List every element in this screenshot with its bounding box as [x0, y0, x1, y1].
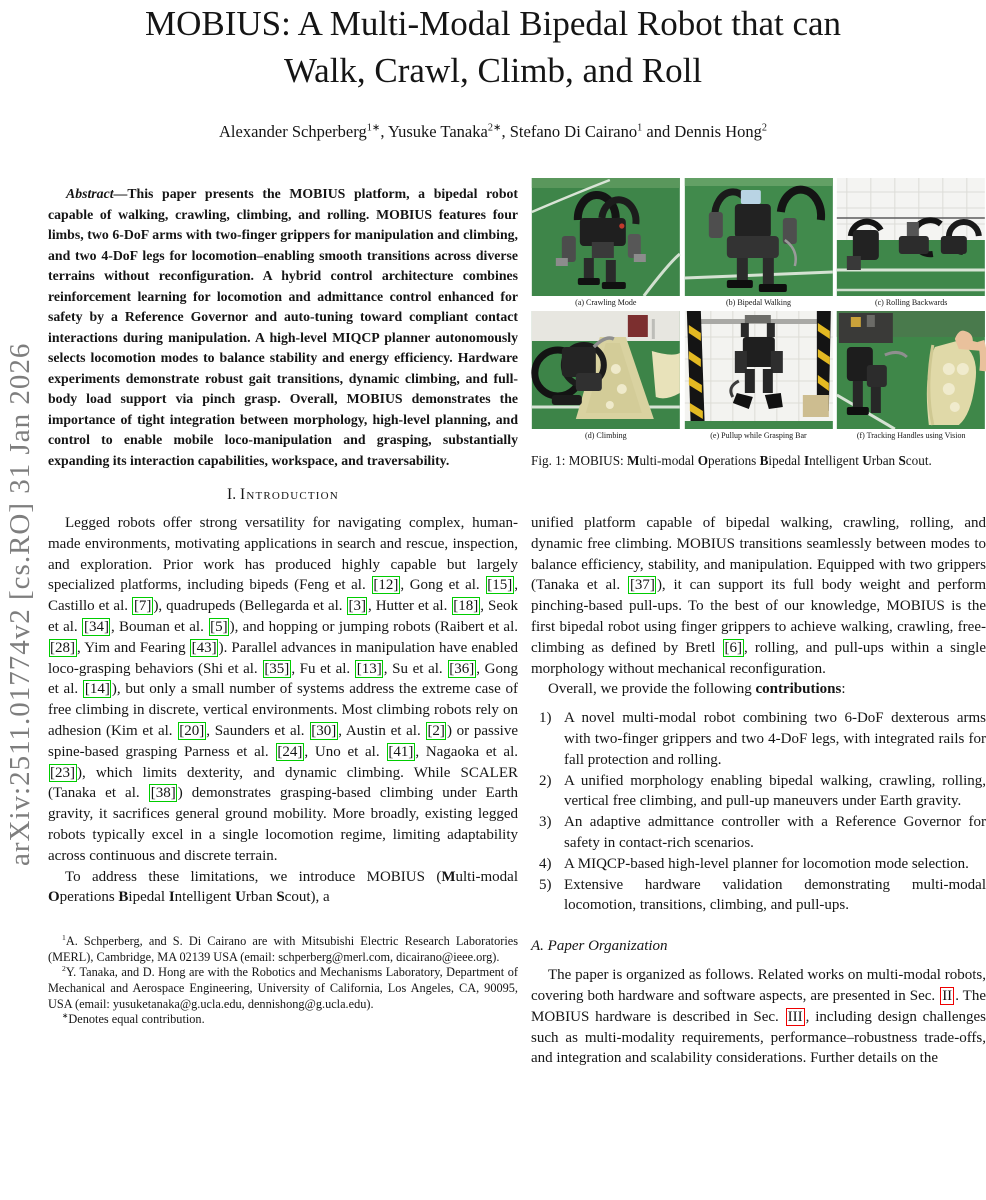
bold-text: O: [48, 889, 60, 906]
rolling-backwards-photo: [836, 178, 986, 296]
superscript-marker: 1: [62, 933, 66, 943]
bold-text: B: [759, 453, 769, 468]
intro-paragraph-continued: unified platform capable of bipedal walking, crawling, rolling, and dynamic free climbing. MOBIUS transitions seamlessly between modes to balance efficiency, stability, and manipulation. Equipped with two grippers (Tanaka et al. [37] ), it can support its full body weight and perform pinching-based pull-ups. To the best of our knowledge, MOBIUS is the first bipedal robot using finger grippers to achieve walking, crawling, free-climbing as defined by Bretl [6] , rolling, and pull-ups within a single morphology without mechanical reconfiguration.: [531, 515, 986, 677]
subcaption-b: (b) Bipedal Walking: [726, 298, 791, 307]
bold-italic-text: Abstract: [66, 186, 114, 201]
bold-text: M: [627, 453, 640, 468]
citation-link[interactable]: [3]: [348, 598, 366, 615]
figure-1-grid: [531, 178, 986, 444]
citation-link[interactable]: [15]: [487, 577, 513, 594]
bold-text: I: [803, 453, 810, 468]
subcaption-a: (a) Crawling Mode: [575, 298, 637, 307]
subfigure-f: [836, 311, 986, 444]
footnote-affiliation-1: $^1$A. Schperberg, and S. Di Cairano are with Mitsubishi Electric Research Laboratories (MERL), Cambridge, MA 02139 USA (email: schperberg@merl.com, dicairano@ieee.org).: [48, 933, 518, 964]
citation-link[interactable]: [37]: [629, 577, 655, 594]
abstract: Abstract—This paper presents the MOBIUS platform, a bipedal robot capable of walking, crawling, climbing, and rolling. MOBIUS features four limbs, two 6-DoF arms with two-finger grippers for manipulation and climbing, and two 4-DoF legs for locomotion–enabling smooth transitions across diverse terrains without reconfiguration. A hybrid control architecture combines reinforcement learning for locomotion and admittance control enhanced for safety by a Reference Governor and auto-tuning toward compliant contact interactions during manipulation. A high-level MIQCP planner autonomously selects locomotion modes to balance stability and energy efficiency. Hardware experiments demonstrate robust gait transitions, dynamic climbing, and full-body load support via pinch grasp. Overall, MOBIUS demonstrates the importance of tight integration between morphology, high-level planning, and control to enable mobile loco-manipulation and grasping, substantially expanding its interaction capabilities, workspace, and traversability.: [48, 186, 518, 468]
citation-link[interactable]: [13]: [356, 660, 382, 677]
intro-paragraph-1: Legged robots offer strong versatility for navigating complex, human-made environments, motivating applications in search and rescue, inspection, and exploration. Prior work has produced highly capable but largely specialized platforms, including bipeds (Feng et al. [12] , Gong et al. [15] , Castillo et al. [7] ), quadrupeds (Bellegarda et al. [3] , Hutter et al. [18] , Seok et al. [34] , Bouman et al. [5] ), and hopping or jumping robots (Raibert et al. [28] , Yim and Fearing [43] ). Parallel advances in manipulation have enabled loco-grasping behaviors (Shi et al. [35] , Fu et al. [13] , Su et al. [36] , Gong et al. [14] ), but only a small number of systems address the extreme case of free climbing in discrete, vertical environments. Most climbing robots rely on adhesion (Kim et al. [20] , Saunders et al. [30] , Austin et al. [2] ) or passive spine-based grasping Parness et al. [24] , Uno et al. [41] , Nagaoka et al. [23] ), which limits dexterity, and dynamic climbing. While SCALER (Tanaka et al. [38] ) demonstrates grasping-based climbing under Earth gravity, it sacrifices general ground mobility. More broadly, existing legged robots typically excel in a single locomotion regime, limiting adaptability across continuous and discrete terrain.: [48, 515, 519, 864]
subcaption-e: (e) Pullup while Grasping Bar: [710, 431, 807, 440]
bold-text: O: [697, 453, 708, 468]
superscript-marker: 2: [62, 964, 66, 974]
pullup-grasping-bar-photo: [684, 311, 834, 429]
subsection-heading-paper-organization: A. Paper Organization: [531, 938, 668, 955]
climbing-photo: [531, 311, 681, 429]
bold-text: U: [235, 889, 246, 906]
bold-text: B: [118, 889, 129, 906]
subcaption-f: (f) Tracking Handles using Vision: [856, 431, 966, 440]
citation-link[interactable]: [24]: [277, 743, 303, 760]
citation-link[interactable]: [28]: [50, 639, 75, 656]
citation-link[interactable]: [6]: [724, 639, 742, 656]
contribution-item-1: A novel multi-modal robot combining two 6-DoF dexterous arms with two-finger grippers and two 4-DoF legs, with integrated rails for fall protection and rolling.: [564, 710, 986, 768]
citation-link[interactable]: [20]: [179, 722, 205, 739]
bold-text: S: [898, 453, 906, 468]
section-link[interactable]: III: [787, 1008, 803, 1025]
figure-1-caption: Fig. 1: MOBIUS: Multi-modal Operations Bipedal Intelligent Urban Scout.: [531, 453, 932, 468]
bipedal-walking-photo: [684, 178, 834, 296]
title-line1: MOBIUS: A Multi-Modal Bipedal Robot that can: [144, 4, 842, 43]
citation-link[interactable]: [18]: [453, 598, 479, 615]
subfigure-d: [531, 311, 681, 444]
footnote-affiliation-2: $^2$Y. Tanaka, and D. Hong are with the Robotics and Mechanisms Laboratory, Department of Mechanical and Aerospace Engineering, University of California, Los Angeles, CA, 90095, USA (email: yusuketanaka@g.ucla.edu, dennishong@g.ucla.edu).: [48, 964, 518, 1011]
citation-link[interactable]: [36]: [449, 660, 475, 677]
contribution-item-5: Extensive hardware validation demonstrating multi-modal locomotion, transitions, climbing, and pull-ups.: [564, 876, 986, 914]
small-caps-text: Introduction: [239, 486, 339, 503]
left-column: [48, 184, 518, 1028]
superscript-marker: 2: [761, 122, 767, 133]
footnote-equal-contribution: ∗Denotes equal contribution.: [62, 1011, 205, 1027]
tracking-handles-vision-photo: [836, 311, 986, 429]
subcaption-c: (c) Rolling Backwards: [874, 298, 948, 307]
subfigure-a: [531, 178, 681, 311]
subfigure-e: [684, 311, 834, 444]
citation-link[interactable]: [38]: [150, 785, 176, 802]
paper-title: [60, 0, 926, 95]
contributions-list: [531, 708, 986, 916]
title-line2: Walk, Crawl, Climb, and Roll: [283, 51, 703, 91]
citation-link[interactable]: [5]: [210, 618, 228, 635]
citation-link[interactable]: [2]: [427, 722, 445, 739]
crawling-mode-photo: [531, 178, 681, 296]
contribution-item-3: An adaptive admittance controller with a Reference Governor for safety in contact-rich scenarios.: [564, 814, 986, 851]
bold-text: I: [168, 889, 175, 906]
citation-link[interactable]: [30]: [311, 722, 337, 739]
contribution-item-2: A unified morphology enabling bipedal walking, crawling, rolling, vertical free climbing, and pull-up maneuvers under Earth gravity.: [564, 772, 986, 810]
superscript-marker: 1: [637, 122, 643, 133]
citation-link[interactable]: [14]: [84, 681, 110, 698]
citation-link[interactable]: [12]: [373, 577, 399, 594]
arxiv-watermark: arXiv:2511.01774v2 [cs.RO] 31 Jan 2026: [4, 342, 36, 866]
right-column: [531, 178, 986, 1069]
bold-text: S: [276, 889, 285, 906]
authors-line: Alexander Schperberg$^{1∗}$, Yusuke Tanaka$^{2∗}$, Stefano Di Cairano$^1$ and Dennis Hong$^2$: [219, 121, 767, 141]
section-heading-introduction: I. Introduction: [227, 486, 339, 503]
superscript-marker: 1∗: [366, 122, 381, 133]
citation-link[interactable]: [41]: [388, 743, 414, 760]
bold-text: contributions: [755, 681, 842, 698]
contributions-intro: Overall, we provide the following contributions:: [548, 681, 846, 698]
citation-link[interactable]: [7]: [133, 598, 152, 615]
figure-1: [531, 178, 986, 469]
citation-link[interactable]: [34]: [83, 618, 109, 635]
citation-link[interactable]: [35]: [264, 660, 290, 677]
subfigure-c: [836, 178, 986, 311]
citation-link[interactable]: [43]: [191, 639, 217, 656]
subfigure-b: [684, 178, 834, 311]
section-link[interactable]: II: [942, 987, 953, 1004]
intro-paragraph-2: To address these limitations, we introduce MOBIUS (Multi-modal Operations Bipedal Intelligent Urban Scout), a: [48, 868, 518, 906]
subcaption-d: (d) Climbing: [585, 431, 627, 440]
contribution-item-4: A MIQCP-based high-level planner for locomotion mode selection.: [564, 855, 969, 872]
citation-link[interactable]: [23]: [50, 764, 75, 781]
bold-text: M: [441, 868, 456, 885]
paper-header: [60, 0, 926, 142]
bold-text: U: [862, 453, 872, 468]
superscript-marker: ∗: [62, 1011, 69, 1021]
footnotes: [48, 934, 518, 1028]
paper-organization-paragraph: The paper is organized as follows. Related works on multi-modal robots, covering both hardware and software aspects, are presented in Sec. II . The MOBIUS hardware is described in Sec. III , including design challenges such as multi-modality requirements, performance–robustness trade-offs, and integration and scalability considerations. Further details on the: [531, 967, 986, 1067]
superscript-marker: 2∗: [487, 122, 502, 133]
